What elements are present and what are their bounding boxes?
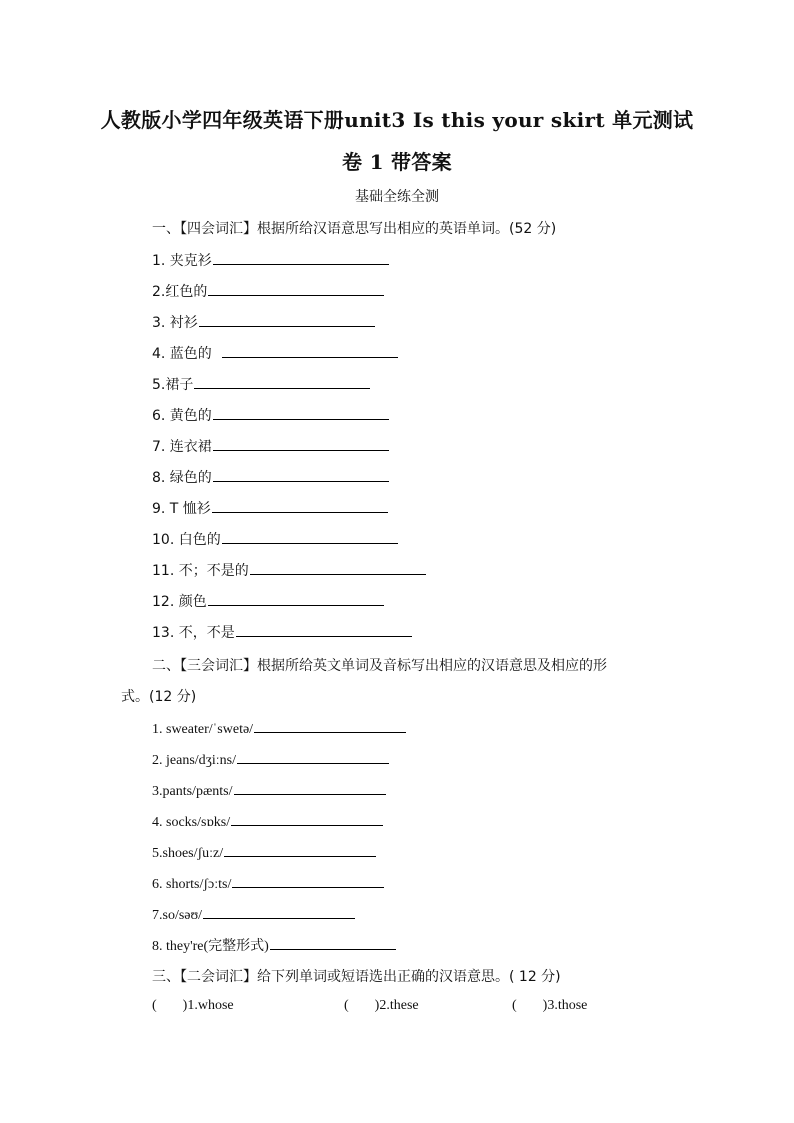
- answer-blank[interactable]: [224, 842, 376, 857]
- s1-item-8: [152, 467, 389, 487]
- s1-item-1-label: 1. 夹克衫: [152, 253, 212, 269]
- s1-item-3-label: 3. 衬衫: [152, 315, 198, 331]
- s2-item-4-label: 4. socks/sɒks/: [152, 815, 231, 830]
- s2-item-8: [152, 935, 396, 955]
- answer-blank[interactable]: [222, 529, 398, 544]
- s1-item-12: [152, 591, 384, 611]
- answer-blank[interactable]: [250, 560, 426, 575]
- paren-open: (: [512, 998, 517, 1013]
- s2-item-3-label: 3.pants/pænts/: [152, 784, 233, 799]
- s1-item-13-label: 13. 不，不是: [152, 625, 235, 641]
- s2-item-7-label: 7.so/səʊ/: [152, 908, 203, 923]
- s1-item-12-label: 12. 颜色: [152, 594, 207, 610]
- s1-item-10-label: 10. 白色的: [152, 532, 221, 548]
- answer-blank[interactable]: [232, 873, 384, 888]
- s1-item-10: [152, 529, 398, 549]
- s1-item-4: [152, 343, 398, 363]
- paren-open: (: [152, 998, 157, 1013]
- answer-blank[interactable]: [213, 467, 389, 482]
- section-subtitle: 基础全练全测: [355, 189, 439, 205]
- s1-item-11-label: 11. 不；不是的: [152, 563, 249, 579]
- answer-blank[interactable]: [208, 281, 384, 296]
- s1-item-6: [152, 405, 389, 425]
- answer-blank[interactable]: [237, 749, 389, 764]
- answer-blank[interactable]: [212, 498, 388, 513]
- s1-item-4-label: 4. 蓝色的: [152, 346, 217, 362]
- s2-item-5-label: 5.shoes/ʃuːz/: [152, 846, 224, 861]
- s1-item-9: [152, 498, 388, 518]
- s2-item-2-label: 2. jeans/dʒiːns/: [152, 753, 236, 768]
- s2-item-1-label: 1. sweater/ˈswetə/: [152, 722, 254, 737]
- s1-item-11: [152, 560, 426, 580]
- answer-blank[interactable]: [236, 622, 412, 637]
- s1-item-6-label: 6. 黄色的: [152, 408, 212, 424]
- s1-item-7: [152, 436, 389, 456]
- answer-blank[interactable]: [208, 591, 384, 606]
- s3-item-1-label: )1.whose: [182, 998, 234, 1013]
- paren-open: (: [344, 998, 349, 1013]
- s2-item-1: [152, 718, 406, 738]
- s2-item-8-label: 8. they're(完整形式): [152, 939, 269, 954]
- answer-blank[interactable]: [213, 436, 389, 451]
- s1-item-7-label: 7. 连衣裙: [152, 439, 212, 455]
- s3-item-2: [344, 998, 419, 1014]
- s3-item-1: [152, 998, 234, 1014]
- s1-item-2: [152, 281, 384, 301]
- s1-item-2-label: 2.红色的: [152, 284, 208, 300]
- s1-item-3: [152, 312, 375, 332]
- answer-blank[interactable]: [231, 811, 383, 826]
- s3-item-3-label: )3.those: [542, 998, 588, 1013]
- s2-item-2: [152, 749, 389, 769]
- section-1-heading: 一、【四会词汇】根据所给汉语意思写出相应的英语单词。(52 分): [152, 221, 557, 237]
- s1-item-1: [152, 250, 389, 270]
- answer-blank[interactable]: [270, 935, 396, 950]
- answer-blank[interactable]: [213, 405, 389, 420]
- answer-blank[interactable]: [254, 718, 406, 733]
- s1-item-9-label: 9. T 恤衫: [152, 501, 211, 517]
- s2-item-7: [152, 904, 355, 924]
- section-2-heading-line-1: 二、【三会词汇】根据所给英文单词及音标写出相应的汉语意思及相应的形: [152, 658, 607, 674]
- s1-item-13: [152, 622, 412, 642]
- s2-item-5: [152, 842, 376, 862]
- section-2-heading-line-2: 式。(12 分): [121, 689, 197, 705]
- answer-blank[interactable]: [234, 780, 386, 795]
- answer-blank[interactable]: [194, 374, 370, 389]
- s1-item-5: [152, 374, 370, 394]
- s3-item-2-label: )2.these: [374, 998, 419, 1013]
- s1-item-8-label: 8. 绿色的: [152, 470, 212, 486]
- document-title-line-2: 卷 1 带答案: [342, 150, 452, 174]
- answer-blank[interactable]: [199, 312, 375, 327]
- document-title-line-1: 人教版小学四年级英语下册unit3 Is this your skirt 单元测试: [100, 108, 694, 132]
- s2-item-6: [152, 873, 384, 893]
- answer-blank[interactable]: [203, 904, 355, 919]
- answer-blank[interactable]: [222, 343, 398, 358]
- answer-blank[interactable]: [213, 250, 389, 265]
- s1-item-5-label: 5.裙子: [152, 377, 194, 393]
- s2-item-3: [152, 780, 386, 800]
- section-3-heading: 三、【二会词汇】给下列单词或短语选出正确的汉语意思。( 12 分): [152, 969, 561, 985]
- s2-item-6-label: 6. shorts/ʃɔːts/: [152, 877, 232, 892]
- s2-item-4: [152, 811, 383, 831]
- s3-item-3: [512, 998, 587, 1014]
